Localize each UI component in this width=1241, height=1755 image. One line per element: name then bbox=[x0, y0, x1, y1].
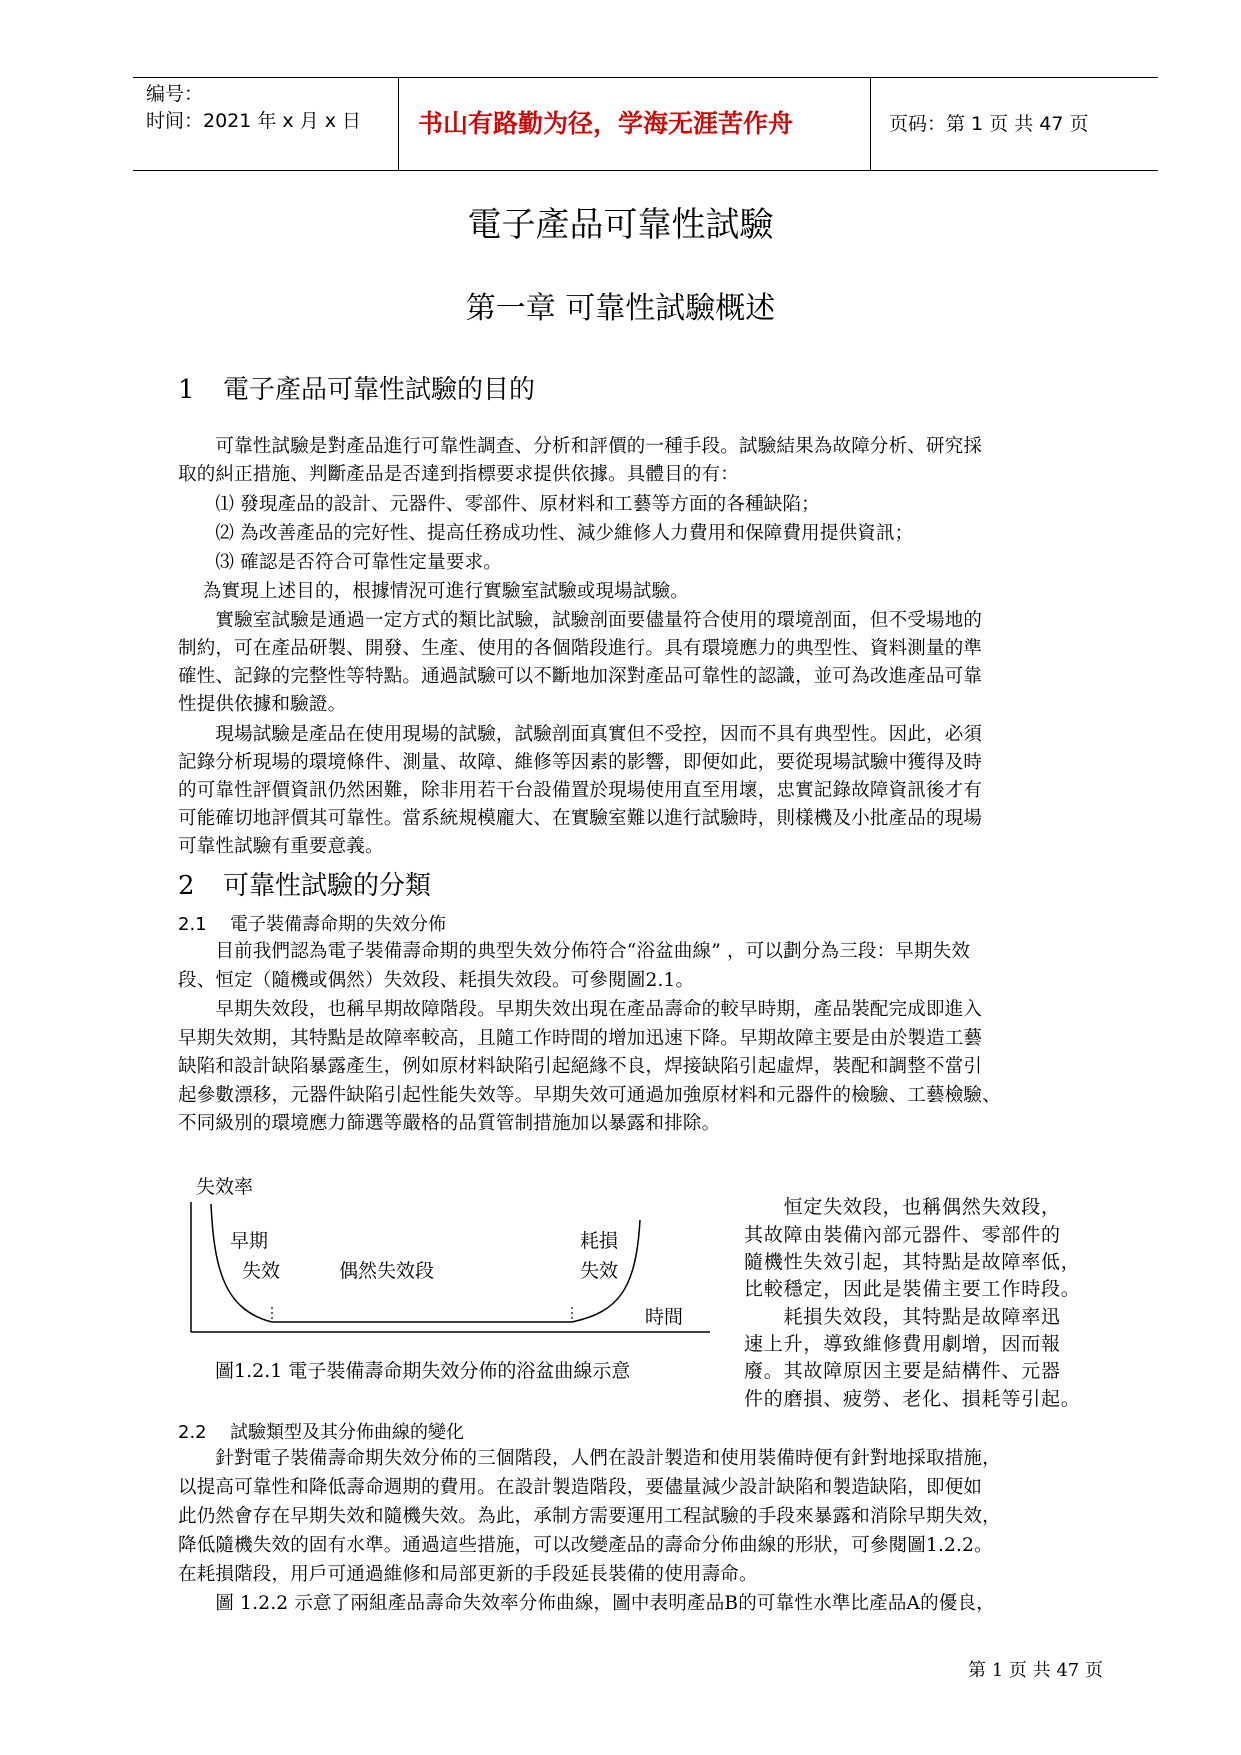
text-line: 制約，可在產品研製、開發、生產、使用的各個階段進行。具有環境應力的典型性、資料測量的準 bbox=[178, 638, 983, 659]
header-divider-left bbox=[398, 78, 399, 170]
wear-failure-label: 失效 bbox=[580, 1260, 619, 1282]
text-line: ⑶ 確認是否符合可靠性定量要求。 bbox=[178, 552, 502, 573]
text-line: 確性、記錄的完整性等特點。通過試驗可以不斷地加深對產品可靠性的認識，並可為改進產品可靠 bbox=[178, 666, 983, 687]
header-id-label: 编号： bbox=[146, 83, 204, 105]
text-line: 起參數漂移，元器件缺陷引起性能失效等。早期失效可通過加強原材料和元器件的檢驗、工藝檢驗、 bbox=[178, 1085, 1001, 1106]
text-line: 目前我們認為電子裝備壽命期的典型失效分佈符合“浴盆曲線” ，可以劃分為三段：早期失效 bbox=[178, 941, 971, 962]
text-line: 降低隨機失效的固有水準。通過這些措施，可以改變產品的壽命分佈曲線的形狀，可參閱圖1.2.2。 bbox=[178, 1535, 993, 1556]
section-title: 試驗類型及其分佈曲線的變化 bbox=[230, 1422, 464, 1443]
text-line: 件的磨損、疲勞、老化、損耗等引起。 bbox=[744, 1388, 1081, 1410]
text-line: 記錄分析現場的環境條件、測量、故障、維修等因素的影響，即便如此，要從現場試驗中獲得及時 bbox=[178, 752, 983, 773]
header-motto: 书山有路勤为径，学海无涯苦作舟 bbox=[418, 109, 794, 138]
section-1-heading bbox=[178, 369, 535, 406]
text-line: 的可靠性評價資訊仍然困難，除非用若干台設備置於現場使用直至用壞，忠實記錄故障資訊後才有 bbox=[178, 780, 983, 801]
text-line: 實驗室試驗是通過一定方式的類比試驗，試驗剖面要儘量符合使用的環境剖面，但不受場地的 bbox=[178, 610, 983, 631]
figure-x-axis-label: 時間 bbox=[645, 1306, 684, 1328]
document-title: 電子產品可靠性試驗 bbox=[467, 205, 774, 245]
text-line: 針對電子裝備壽命期失效分佈的三個階段，人們在設計製造和使用裝備時便有針對地採取措施， bbox=[178, 1448, 1001, 1469]
text-line: 可靠性試驗是對產品進行可靠性調查、分析和評價的一種手段。試驗結果為故障分析、研究採 bbox=[178, 436, 983, 457]
text-line: 早期失效段，也稱早期故障階段。早期失效出現在產品壽命的較早時期，產品裝配完成即進入 bbox=[178, 999, 983, 1020]
text-line: 其故障由裝備內部元器件、零部件的 bbox=[744, 1224, 1061, 1246]
header-time: 时间：2021 年 x 月 x 日 bbox=[146, 110, 362, 132]
section-title: 可靠性試驗的分類 bbox=[223, 871, 432, 901]
bathtub-figure bbox=[180, 1160, 720, 1400]
text-line: 早期失效期，其特點是故障率較高，且隨工作時間的增加迅速下降。早期故障主要是由於製造工藝 bbox=[178, 1028, 983, 1049]
random-failure-label: 偶然失效段 bbox=[339, 1260, 435, 1282]
text-line: 以提高可靠性和降低壽命週期的費用。在設計製造階段，要儘量減少設計缺陷和製造缺陷，即便如 bbox=[178, 1477, 983, 1498]
early-failure-label: 早期 bbox=[230, 1230, 269, 1252]
header-page-number: 页码：第 1 页 共 47 页 bbox=[889, 113, 1089, 135]
text-line: 比較穩定，因此是裝備主要工作時段。 bbox=[744, 1278, 1081, 1300]
figure-caption: 圖1.2.1 電子裝備壽命期失效分佈的浴盆曲線示意 bbox=[215, 1360, 631, 1382]
text-line: 耗損失效段，其特點是故障率迅 bbox=[744, 1306, 1061, 1328]
text-line: 可能確切地評價其可靠性。當系統規模龐大、在實驗室難以進行試驗時，則樣機及小批產品的現場 bbox=[178, 808, 983, 829]
text-line: 缺陷和設計缺陷暴露產生，例如原材料缺陷引起絕緣不良，焊接缺陷引起虛焊，裝配和調整不當引 bbox=[178, 1056, 983, 1077]
text-line: 廢。其故障原因主要是結構件、元器 bbox=[744, 1360, 1061, 1382]
text-line: 隨機性失效引起，其特點是故障率低， bbox=[744, 1251, 1081, 1273]
section-number: 1 bbox=[178, 375, 195, 405]
text-line: 在耗損階段，用戶可通過維修和局部更新的手段延長裝備的使用壽命。 bbox=[178, 1564, 758, 1585]
text-line: 段、恒定（隨機或偶然）失效段、耗損失效段。可參閱圖2.1。 bbox=[178, 970, 695, 991]
header-top-rule bbox=[133, 77, 1158, 78]
chapter-title: 第一章 可靠性試驗概述 bbox=[465, 291, 776, 326]
text-line: 可靠性試驗有重要意義。 bbox=[178, 836, 384, 857]
section-number: 2.1 bbox=[178, 914, 207, 935]
text-line: ⑵ 為改善產品的完好性、提高任務成功性、減少維修人力費用和保障費用提供資訊； bbox=[178, 523, 914, 544]
section-title: 電子產品可靠性試驗的目的 bbox=[223, 375, 536, 405]
footer-page-number: 第 1 页 共 47 页 bbox=[968, 1660, 1103, 1681]
text-line: 速上升，導致維修費用劇增，因而報 bbox=[744, 1333, 1061, 1355]
header-divider-right bbox=[870, 78, 871, 170]
header-bottom-rule bbox=[133, 170, 1158, 171]
section-2-heading bbox=[178, 865, 431, 902]
text-line: 不同級別的環境應力篩選等嚴格的品質管制措施加以暴露和排除。 bbox=[178, 1113, 721, 1134]
text-line: 此仍然會存在早期失效和隨機失效。為此，承制方需要運用工程試驗的手段來暴露和消除早期失效， bbox=[178, 1506, 1001, 1527]
section-2-2-heading bbox=[178, 1418, 464, 1444]
figure-y-axis-label: 失效率 bbox=[196, 1176, 254, 1198]
section-number: 2.2 bbox=[178, 1422, 207, 1443]
early-failure-label: 失效 bbox=[242, 1260, 281, 1282]
text-line: 為實現上述目的，根據情況可進行實驗室試驗或現場試驗。 bbox=[178, 581, 689, 602]
text-line: ⑴ 發現產品的設計、元器件、零部件、原材料和工藝等方面的各種缺陷； bbox=[178, 494, 820, 515]
text-line: 現場試驗是產品在使用現場的試驗，試驗剖面真實但不受控，因而不具有典型性。因此，必須 bbox=[178, 724, 983, 745]
section-2-1-heading bbox=[178, 910, 446, 936]
section-number: 2 bbox=[178, 871, 195, 901]
text-line: 性提供依據和驗證。 bbox=[178, 694, 347, 715]
text-line: 恒定失效段，也稱偶然失效段， bbox=[744, 1196, 1061, 1218]
section-title: 電子裝備壽命期的失效分佈 bbox=[230, 914, 446, 935]
wear-failure-label: 耗損 bbox=[580, 1230, 619, 1252]
text-line: 圖 1.2.2 示意了兩組產品壽命失效率分佈曲線，圖中表明產品B的可靠性水準比產品A的優良， bbox=[178, 1593, 995, 1614]
text-line: 取的糾正措施、判斷產品是否達到指標要求提供依據。具體目的有： bbox=[178, 464, 740, 485]
